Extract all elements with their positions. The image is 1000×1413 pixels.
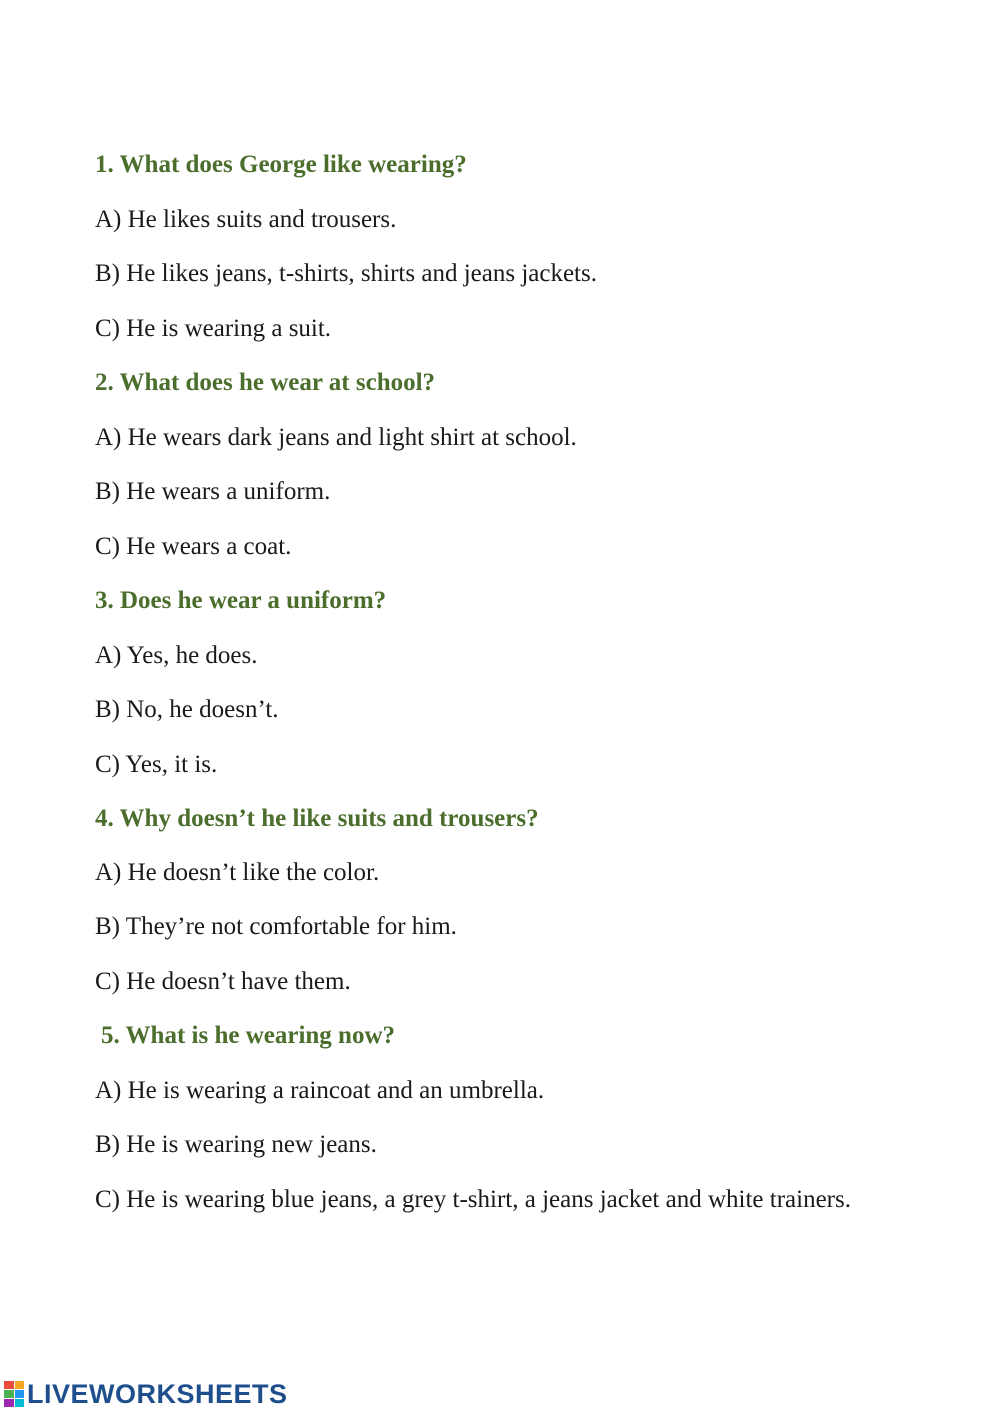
question-1: 1. What does George like wearing? bbox=[95, 151, 467, 178]
question-5-option-b[interactable]: B) He is wearing new jeans. bbox=[95, 1131, 377, 1158]
question-2-option-b[interactable]: B) He wears a uniform. bbox=[95, 478, 331, 505]
question-5-option-c[interactable]: C) He is wearing blue jeans, a grey t-shirt, a jeans jacket and white trainers. bbox=[95, 1186, 851, 1213]
question-2-option-a[interactable]: A) He wears dark jeans and light shirt at school. bbox=[95, 424, 577, 451]
question-4-option-c[interactable]: C) He doesn’t have them. bbox=[95, 968, 351, 995]
question-4-option-b[interactable]: B) They’re not comfortable for him. bbox=[95, 913, 457, 940]
question-1-option-b[interactable]: B) He likes jeans, t-shirts, shirts and jeans jackets. bbox=[95, 260, 597, 287]
question-2-option-c[interactable]: C) He wears a coat. bbox=[95, 533, 292, 560]
question-2: 2. What does he wear at school? bbox=[95, 369, 436, 396]
liveworksheets-logo bbox=[4, 1380, 288, 1408]
question-5: 5. What is he wearing now? bbox=[101, 1022, 396, 1049]
question-5-option-a[interactable]: A) He is wearing a raincoat and an umbrella. bbox=[95, 1077, 545, 1104]
question-3-option-b[interactable]: B) No, he doesn’t. bbox=[95, 696, 279, 723]
question-3: 3. Does he wear a uniform? bbox=[95, 587, 387, 614]
question-1-option-a[interactable]: A) He likes suits and trousers. bbox=[95, 206, 397, 233]
liveworksheets-logo-icon bbox=[4, 1381, 24, 1407]
question-4: 4. Why doesn’t he like suits and trousers? bbox=[95, 805, 539, 832]
question-1-option-c[interactable]: C) He is wearing a suit. bbox=[95, 315, 332, 342]
liveworksheets-logo-text: LIVEWORKSHEETS bbox=[27, 1378, 288, 1409]
question-4-option-a[interactable]: A) He doesn’t like the color. bbox=[95, 859, 380, 886]
question-3-option-c[interactable]: C) Yes, it is. bbox=[95, 751, 218, 778]
question-3-option-a[interactable]: A) Yes, he does. bbox=[95, 642, 258, 669]
